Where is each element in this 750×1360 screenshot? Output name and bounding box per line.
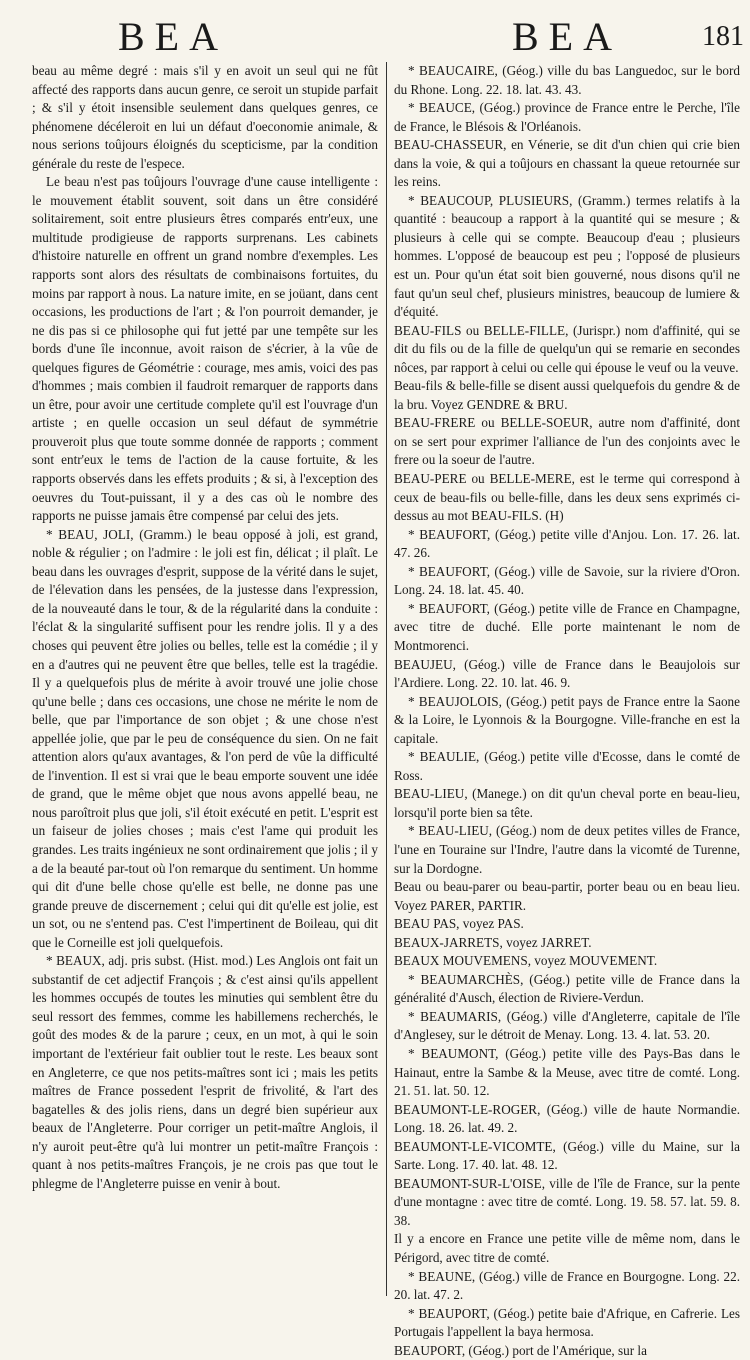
paragraph: beau au même degré : mais s'il y en avoit un seul qui ne fût affecté des rapports dans aucun genre, ce seroit un stupide parfait ; & s'il y étoit insensible seulement dans quelques genres, ce phénomene décéleroit en lui un défaut d'oeconomie animale, & nous serions toûjours éloignés du scepticisme, par la condition générale du reste de l'espece. (32, 63, 378, 171)
entry: * BEAUCOUP, PLUSIEURS, (Gramm.) termes relatifs à la quantité : beaucoup a rapport à la quantité qui se mesure ; & plusieurs à celle qui se compte. Beaucoup d'eau ; plusieurs hommes. L'opposé de beaucoup est peu ; l'opposé de plusieurs est un. Pour qu'un état soit bien gouverné, nous disons qu'il ne faut qu'un seul chef, plusieurs ministres, beaucoup de lumiere & d'équité. (394, 192, 740, 320)
entry: Beau ou beau-parer ou beau-partir, porter beau ou en beau lieu. Voyez PARER, PARTIR. (394, 879, 740, 913)
entry: * BEAU-LIEU, (Géog.) nom de deux petites villes de France, l'une en Touraine sur l'Indre, l'autre dans la vicomté de Turenne, sur la Dordogne. (394, 823, 740, 876)
paragraph: Le beau n'est pas toûjours l'ouvrage d'une cause intelligente : le mouvement établit souvent, soit dans un être considéré solitairement, soit entre plusieurs êtres comparés entr'eux, une multitude prodigieuse de rapports surprenans. Les cabinets d'histoire naturelle en offrent un grand nombre d'exemples. Les rapports sont alors des résultats de combinaisons fortuites, du moins par rapport à nous. La nature imite, en se joüant, dans cent occasions, les productions de l'art ; & l'on pourroit demander, je ne dis pas si ce philosophe qui fut jetté par une tempête sur les bords d'une île inconnue, avoit raison de s'écrier, à la vûe de quelques figures de Géométrie : courage, mes amis, voici des pas d'hommes ; mais combien il faudroit remarquer de rapports dans un être, pour avoir une certitude complete qu'il est l'ouvrage d'un artiste ; en quelle occasion un seul défaut de symmétrie prouveroit plus que toute somme donnée de rapports ; comment sont entr'eux le tems de l'action de la cause fortuite, & les rapports observés dans les effets produits ; & si, à l'exception des oeuvres du Tout-puissant, il y a des cas où le nombre des rapports ne puisse jamais être compensé par celui des jets. (32, 174, 378, 524)
entry: * BEAUNE, (Géog.) ville de France en Bourgogne. Long. 22. 20. lat. 47. 2. (394, 1268, 740, 1303)
entry: * BEAUFORT, (Géog.) petite ville d'Anjou. Lon. 17. 26. lat. 47. 26. (394, 526, 740, 561)
entry: * BEAUMONT, (Géog.) petite ville des Pays-Bas dans le Hainaut, entre la Sambe & la Meuse, avec titre de comté. Long. 21. 51. lat. 50. 12. (394, 1045, 740, 1099)
entry: * BEAUJOLOIS, (Géog.) petit pays de France entre la Saone & la Loire, le Lyonnois & la Bourgogne. Ville-franche en est la capitale. (394, 693, 740, 746)
left-column (32, 62, 378, 1292)
entry: BEAUJEU, (Géog.) ville de France dans le Beaujolois sur l'Ardiere. Long. 22. 10. lat. 46. 9. (394, 656, 740, 691)
entry: BEAUPORT, (Géog.) port de l'Amérique, sur la (394, 1342, 647, 1358)
entry: BEAU-CHASSEUR, en Vénerie, se dit d'un chien qui crie bien dans la voie, & qui a toûjours en chassant la queue retournée sur les reins. (394, 137, 740, 190)
entry: * BEAUMARIS, (Géog.) ville d'Angleterre, capitale de l'île d'Anglesey, sur le détroit de Menay. Long. 13. 4. lat. 53. 20. (394, 1008, 740, 1043)
entry: * BEAULIE, (Géog.) petite ville d'Ecosse, dans le comté de Ross. (394, 749, 740, 783)
entry: * BEAUCE, (Géog.) province de France entre le Perche, l'île de France, le Blésois & l'Orléanois. (394, 100, 740, 134)
entry: BEAU PAS, voyez PAS. (394, 916, 524, 932)
entry: BEAUX MOUVEMENS, voyez MOUVEMENT. (394, 953, 658, 969)
entry: BEAUMONT-SUR-L'OISE, ville de l'île de France, sur la pente d'une montagne : avec titre de comté. Long. 19. 58. 57. lat. 59. 8. 38. (394, 1175, 740, 1228)
header-left-word: BEA (118, 14, 228, 59)
page-number: 181 (702, 21, 744, 52)
column-divider (386, 62, 387, 1296)
entry: * BEAUFORT, (Géog.) ville de Savoie, sur la riviere d'Oron. Long. 24. 18. lat. 45. 40. (394, 563, 740, 598)
entry: BEAUMONT-LE-ROGER, (Géog.) ville de haute Normandie. Long. 18. 26. lat. 49. 2. (394, 1101, 740, 1136)
entry: * BEAUCAIRE, (Géog.) ville du bas Languedoc, sur le bord du Rhone. Long. 22. 18. lat. 43. 43. (394, 63, 740, 97)
paragraph: * BEAUX, adj. pris subst. (Hist. mod.) Les Anglois ont fait un substantif de cet adjectif François ; & c'est ainsi qu'ils appellent les hommes occupés de toutes les minuties qui semblent être du seul ressort des femmes, comme les habillemens recherchés, le goût des modes & de la parure ; ceux, en un mot, à qui le soin important de l'extérieur fait oublier tout le reste. Les beaux sont en Angleterre, ce que nos petits-maîtres sont ici ; mais les petits maîtres de France possedent l'esprit de frivolité, & l'art des bagatelles & des jolis riens, dans un degré bien supérieur aux beaux de l'Angleterre. Pour corriger un petit-maître Anglois, il n'y auroit peut-être qu'à lui montrer un petit-maître François : quant à nos petits-maîtres François, je ne crois pas que tout le phlegme de l'Angleterre puisse en venir à bout. (32, 953, 378, 1191)
entry: BEAUX-JARRETS, voyez JARRET. (394, 934, 592, 950)
entry: BEAU-PERE ou BELLE-MERE, est le terme qui correspond à ceux de beau-fils ou belle-fille, dans les deux sens exprimés ci-dessus au mot BEAU-FILS. (H) (394, 471, 740, 524)
right-column (394, 62, 740, 1358)
paragraph: * BEAU, JOLI, (Gramm.) le beau opposé à joli, est grand, noble & régulier ; on l'admire : le joli est fin, délicat ; il plaît. Le beau dans les ouvrages d'esprit, suppose de la vérité dans le sujet, de l'élevation dans les pensées, de la justesse dans l'expression, de la nouveauté dans le tour, & de la régularité dans la conduite : l'éclat & la singularité suffisent pour les rendre jolis. Il y a des choses qui peuvent être jolies ou belles, telle est la comédie ; il y en a d'autres qui ne peuvent être que belles, telle est la tragédie. Il y a quelquefois plus de mérite à avoir trouvé une jolie chose qu'une belle ; dans ces occasions, une chose ne mérite le nom de belle, que par l'importance de son objet ; & une chose n'est appellée jolie, que par le peu de conséquence du sien. On ne fait attention alors qu'aux avantages, & l'on perd de vûe la difficulté de l'invention. Il est si vrai que le beau emporte souvent une idée de grand, que le même objet que nous avons appellé beau, ne nous paroîtroit plus que joli, s'il étoit exécuté en petit. L'esprit est un faiseur de jolies choses ; mais c'est l'ame qui produit les grandes. Les traits ingénieux ne sont ordinairement que jolis ; il y a de la beauté par-tout où l'on remarque du sentiment. Un homme qui dit d'une belle chose qu'elle est belle, ne donne pas une grande preuve de discernement ; celui qui dit qu'elle est jolie, est un sot, ou ne s'entend pas. C'est l'impertinent de Boileau, qui dit que le Corneille est joli quelquefois. (32, 526, 378, 950)
running-header (0, 14, 750, 60)
entry: * BEAUPORT, (Géog.) petite baie d'Afrique, en Cafrerie. Les Portugais l'appellent la baya hermosa. (394, 1305, 740, 1340)
entry: BEAU-LIEU, (Manege.) on dit qu'un cheval porte en beau-lieu, lorsqu'il porte bien sa tête. (394, 786, 740, 820)
entry: * BEAUFORT, (Géog.) petite ville de France en Champagne, avec titre de duché. Elle porte maintenant le nom de Montmorenci. (394, 600, 740, 653)
entry: BEAUMONT-LE-VICOMTE, (Géog.) ville du Maine, sur la Sarte. Long. 17. 40. lat. 48. 12. (394, 1138, 740, 1173)
entry: Il y a encore en France une petite ville de même nom, dans le Périgord, avec titre de comté. (394, 1231, 740, 1265)
entry: * BEAUMARCHÈS, (Géog.) petite ville de France dans la généralité d'Ausch, élection de Riviere-Verdun. (394, 971, 740, 1006)
header-right-word: BEA (512, 14, 622, 59)
entry: Beau-fils & belle-fille se disent aussi quelquefois du gendre & de la bru. Voyez GENDRE & BRU. (394, 378, 740, 412)
entry: BEAU-FILS ou BELLE-FILLE, (Jurispr.) nom d'affinité, qui se dit du fils ou de la fille de quelqu'un qui se remarie en secondes nôces, par rapport à celui ou celle qui épouse le veuf ou la veuve. (394, 322, 740, 375)
entry: BEAU-FRERE ou BELLE-SOEUR, autre nom d'affinité, dont on se sert pour exprimer l'alliance de l'un des conjoints avec le frere ou la soeur de l'autre. (394, 415, 740, 468)
